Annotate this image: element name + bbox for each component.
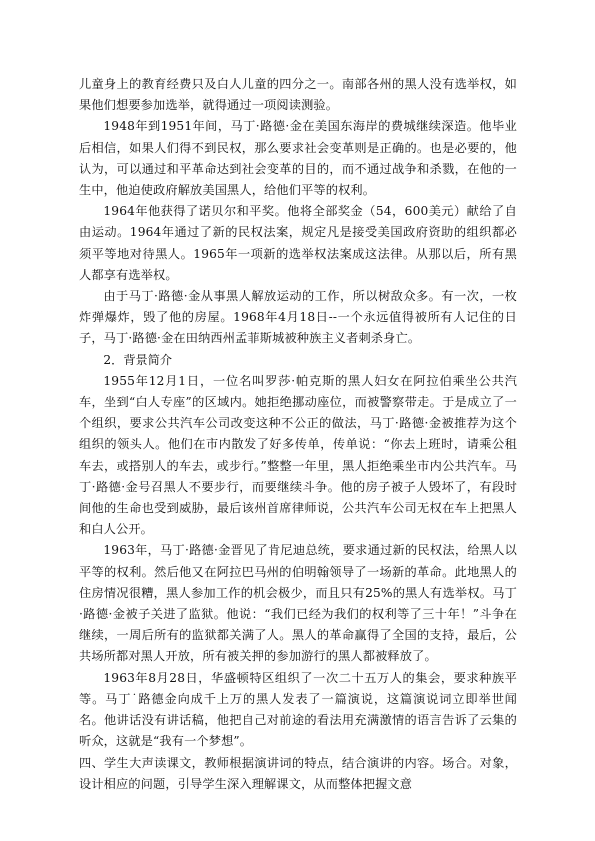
paragraph-funding-voting: 儿童身上的教育经费只及白人儿童的四分之一。南部各州的黑人没有选举权，如果他们想要参加选举，就得通过一项阅读测验。 xyxy=(79,77,517,113)
paragraph-1964-nobel: 1964年他获得了诺贝尔和平奖。他将全部奖金（54，600美元）献给了自由运动。1964年通过了新的民权法案，规定凡是接受美国政府资助的组织都必须平等地对待黑人。1965年一项新的选举权法案成这法律。从那以后，所有黑人都享有选举权。 xyxy=(79,204,517,282)
document-page xyxy=(79,74,517,795)
paragraph-assassination: 由于马丁·路德·金从事黑人解放运动的工作，所以树敌众多。有一次，一枚炸弹爆炸，毁了他的房屋。1968年4月18日--一个永远值得被所有人记住的日子，马丁·路德·金在田纳西州孟菲斯城被种族主义者刺杀身亡。 xyxy=(79,289,517,346)
paragraph-teaching-step-four: 四、学生大声读课文，教师根据演讲词的特点，结合演讲的内容。场合。对象，设计相应的问题，引导学生深入理解课文，从而整体把握文意 xyxy=(79,755,517,791)
paragraph-1948-1951: 1948年到1951年间，马丁·路德·金在美国东海岸的费城继续深造。他毕业后相信，如果人们得不到民权，那么要求社会变革则是正确的。也是必要的，他认为，可以通过和平革命达到社会变革的目的，而不通过战争和杀戮，在他的一生中，他迫使政府解放美国黑人，给他们平等的权利。 xyxy=(79,119,517,198)
paragraph-1963-birmingham: 1963年，马丁·路德·金晋见了肯尼迪总统，要求通过新的民权法，给黑人以平等的权利。然后他又在阿拉巴马州的伯明翰领导了一场新的革命。此地黑人的住房情况很糟，黑人参加工作的机会极少，而且只有25%的黑人有选举权。马丁·路德·金被子关进了监狱。他说：“我们已经为我们的权利等了三十年！”斗争在继续，一周后所有的监狱都关满了人。黑人的革命赢得了全国的支持，最后，公共场所都对黑人开放，所有被关押的参加游行的黑人都被释放了。 xyxy=(79,543,517,664)
section-heading-background: 2．背景简介 xyxy=(103,352,173,367)
paragraph-1963-washington: 1963年8月28日，华盛顿特区组织了一次二十五万人的集会，要求种族平等。马丁˙路德金向成千上万的黑人发表了一篇演说，这篇演说词立即举世闻名。他讲话没有讲话稿，他把自己对前途的看法用充满激情的语言告诉了云集的听众，这就是“我有一个梦想”。 xyxy=(79,670,517,749)
paragraph-1955-bus-boycott: 1955年12月1日，一位名叫罗莎·帕克斯的黑人妇女在阿拉伯乘坐公共汽车，坐到“白人专座”的区域内。她拒绝挪动座位，而被警察带走。于是成立了一个组织，要求公共汽车公司改变这种不公正的做法，马丁·路德·金被推荐为这个组织的领头人。他们在市内散发了好多传单，传单说：“你去上班时，请乘公租车去，或搭别人的车去，或步行。”整整一年里，黑人拒绝乘坐市内公共汽车。马丁·路德·金号召黑人不要步行，而要继续斗争。他的房子被子人毁坏了，有段时间他的生命也受到威胁，最后该州首席律师说，公共汽车公司无权在车上把黑人和白人公开。 xyxy=(79,373,517,537)
